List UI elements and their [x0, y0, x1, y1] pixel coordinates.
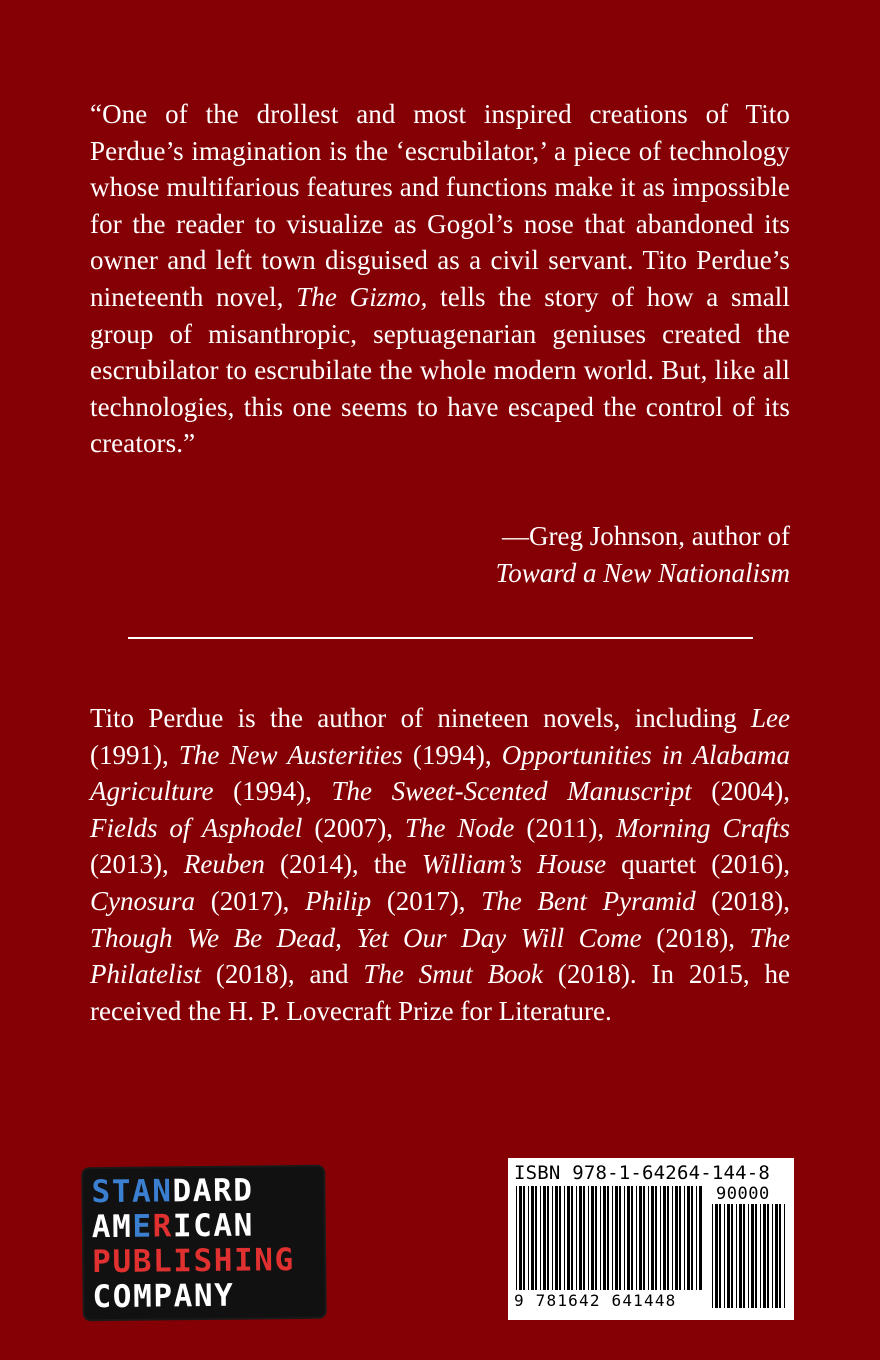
logo-letter: L [152, 1243, 174, 1280]
logo-letter: S [91, 1173, 112, 1211]
logo-letter: N [233, 1207, 255, 1244]
publisher-logo [83, 1167, 325, 1320]
ean-digits: 9 781642 641448 [514, 1291, 677, 1310]
logo-letter: D [172, 1173, 193, 1210]
logo-letter: I [172, 1208, 194, 1245]
logo-line-american [91, 1207, 255, 1246]
logo-letter: E [132, 1208, 153, 1245]
logo-letter: C [92, 1278, 114, 1316]
attribution-author: —Greg Johnson, author of [502, 521, 790, 551]
blurb-quote [90, 96, 790, 462]
logo-letter: B [132, 1243, 154, 1280]
logo-letter: A [213, 1207, 234, 1244]
blurb-attribution [300, 518, 790, 591]
isbn-label: ISBN 978-1-64264-144-8 [514, 1162, 771, 1184]
logo-letter: P [153, 1278, 174, 1315]
logo-letter: I [173, 1243, 194, 1280]
logo-letter: T [111, 1173, 133, 1210]
price-code: 90000 [716, 1184, 770, 1204]
logo-letter: I [233, 1242, 255, 1279]
logo-letter: S [193, 1242, 214, 1280]
logo-letter: A [91, 1208, 113, 1246]
blurb-paragraph [90, 96, 790, 462]
logo-letter: N [193, 1277, 215, 1315]
logo-letter: Y [213, 1277, 235, 1314]
logo-letter: N [254, 1242, 275, 1279]
logo-line-publishing [92, 1242, 296, 1281]
logo-letter: A [131, 1173, 153, 1210]
section-divider [128, 637, 753, 639]
author-bio [90, 700, 790, 1029]
logo-letter: A [173, 1278, 195, 1315]
logo-letter: D [233, 1172, 254, 1209]
logo-letter: R [212, 1172, 234, 1209]
logo-letter: R [152, 1208, 174, 1245]
blurb-book-title: The Gizmo, [296, 281, 428, 312]
blurb-text-part1: “One of the drollest and most inspired creations of Tito Perdue’s imagination is the ‘escrubilator,’ a piece of technology whose multifarious features and functions make it as impossible for the reader to visualize as Gogol’s nose that abandoned its owner and left town disguised as a civil servant. Tito Perdue’s nineteenth novel, [90, 99, 790, 312]
logo-letter: N [152, 1173, 173, 1210]
isbn-barcode [508, 1158, 794, 1320]
logo-letter: M [132, 1278, 154, 1315]
logo-letter: A [192, 1172, 214, 1210]
logo-letter: H [213, 1242, 235, 1279]
logo-letter: O [112, 1278, 134, 1315]
logo-letter: M [111, 1208, 133, 1245]
attribution-work: Toward a New Nationalism [495, 557, 790, 588]
logo-line-company [92, 1277, 235, 1316]
bio-paragraph: Tito Perdue is the author of nineteen novels, including Lee (1991), The New Austerities (1994), Opportunities in Alabama Agriculture (1994), The Sweet-Scented Manuscript (2004), Fields of Asphodel (2007), The Node (2011), Morning Crafts (2013), Reuben (2014), the William’s House quartet (2016), Cynosura (2017), Philip (2017), The Bent Pyramid (2018), Though We Be Dead, Yet Our Day Will Come (2018), The Philatelist (2018), and The Smut Book (2018). In 2015, he received the H. P. Lovecraft Prize for Literature. [90, 703, 791, 1026]
logo-line-standard [91, 1172, 254, 1211]
blurb-text-part2: tells the story of how a small group of misanthropic, septuagenarian geniuses created the escrubilator to escrubilate the whole modern world. But, like all technologies, this one seems to have escaped the control of its creators.” [90, 281, 790, 459]
logo-letter: C [192, 1207, 214, 1245]
logo-letter: U [112, 1243, 133, 1280]
logo-letter: P [92, 1243, 113, 1281]
logo-letter: G [274, 1242, 296, 1279]
